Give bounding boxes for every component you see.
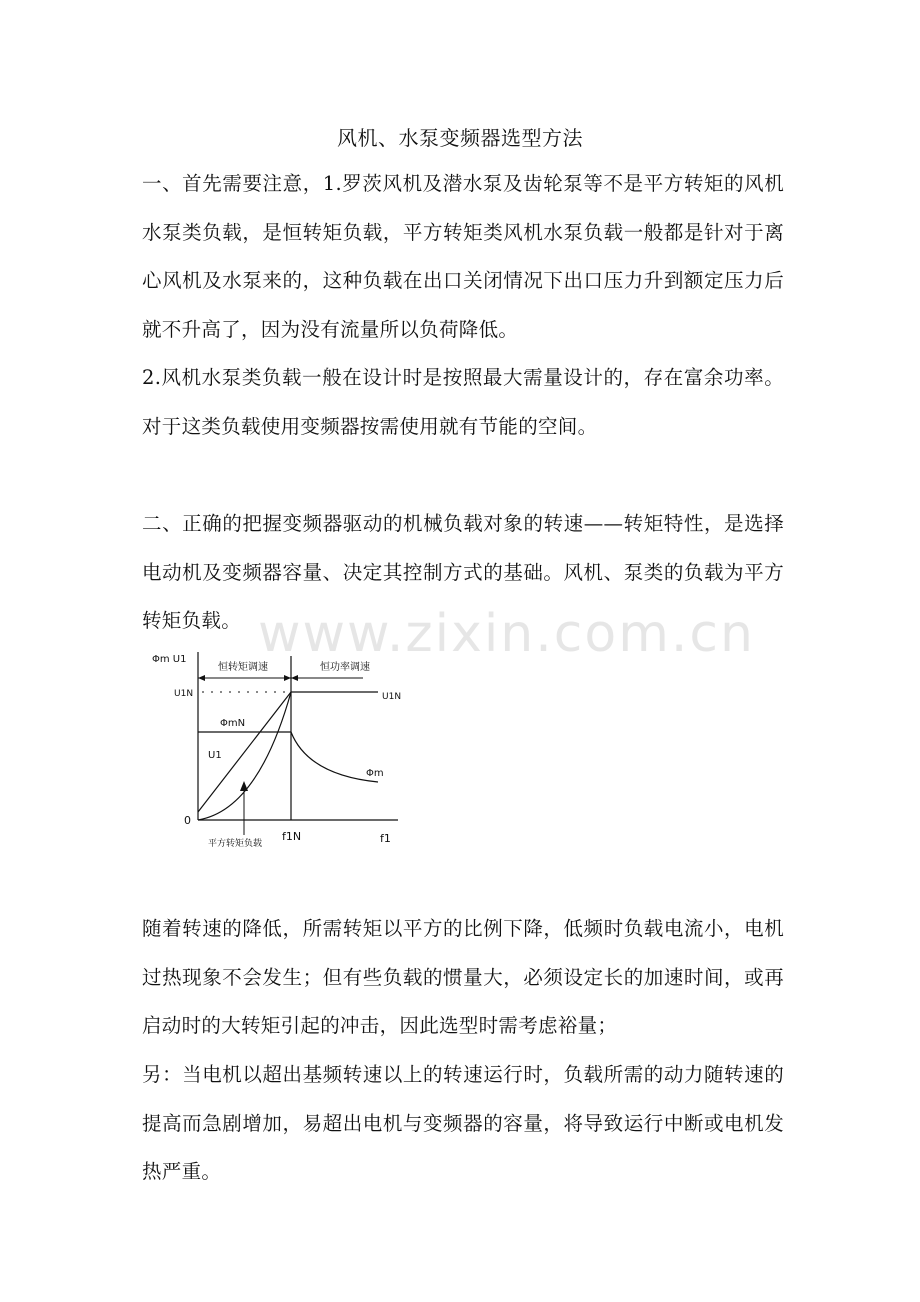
phi-m-decay-curve [291,732,378,782]
x-axis-label: f1 [380,832,391,845]
speed-torque-diagram [148,640,408,855]
document-title: 风机、水泵变频器选型方法 [337,126,583,150]
paragraph-3: 二、正确的把握变频器驱动的机械负载对象的转速——转矩特性，是选择电动机及变频器容量、决定其控制方式的基础。风机、泵类的负载为平方转矩负载。 [142,512,784,632]
bracket-arrow-mid2-icon [291,675,298,681]
region-left-label: 恒转矩调速 [218,662,268,673]
region-right-label: 恒功率调速 [320,662,370,673]
origin-label: 0 [184,814,191,827]
f1n-label: f1N [282,830,302,843]
arrow-label: 平方转矩负载 [208,839,263,849]
paragraph-5: 另：当电机以超出基频转速以上的转速运行时，负载所需的动力随转速的提高而急剧增加，易超出电机与变频器的容量，将导致运行中断或电机发热严重。 [142,1063,784,1183]
bracket-arrow-mid-icon [284,675,291,681]
u1n-right-label: U1N [382,692,402,702]
pointer-arrow-icon [240,781,248,791]
paragraph-1: 一、首先需要注意，1.罗茨风机及潜水泵及齿轮泵等不是平方转矩的风机水泵类负载，是恒转矩负载，平方转矩类风机水泵负载一般都是针对于离心风机及水泵来的，这种负载在出口关闭情况下出口压力升到额定压力后就不升高了，因为没有流量所以负荷降低。 [142,172,784,341]
u1-curve-label: U1 [208,750,222,761]
y-axis-label: Φm U1 [152,654,187,665]
phi-m-label: Φm [366,768,384,779]
paragraph-2: 2.风机水泵类负载一般在设计时是按照最大需量设计的，存在富余功率。对于这类负载使用变频器按需使用就有节能的空间。 [142,366,784,438]
u1n-left-label: U1N [174,689,194,699]
watermark: www.zixin.com.cn [258,604,755,664]
bracket-arrow-left-icon [198,675,205,681]
speed-torque-figure [148,640,408,855]
paragraph-4: 随着转速的降低，所需转矩以平方的比例下降，低频时负载电流小，电机过热现象不会发生；但有些负载的惯量大，必须设定长的加速时间，或再启动时的大转矩引起的冲击，因此选型时需考虑裕量； [142,917,784,1037]
phi-mn-label: ΦmN [220,718,246,729]
